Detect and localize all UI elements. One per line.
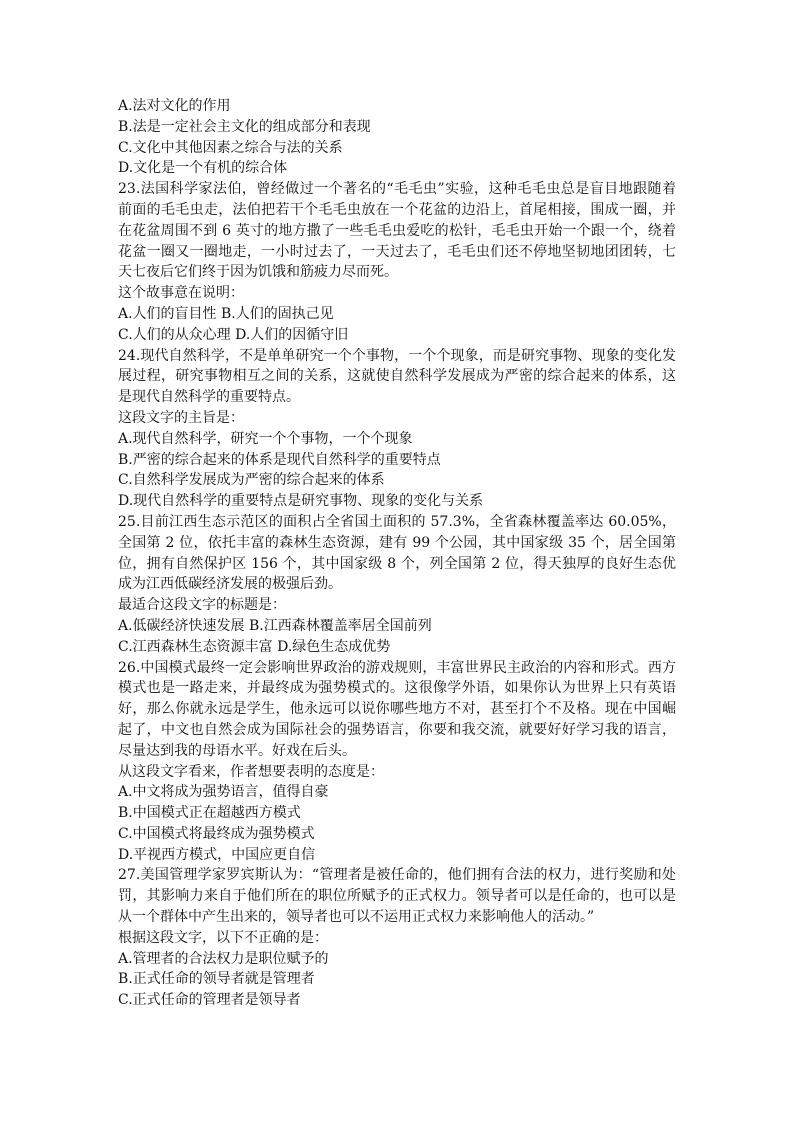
text-line: A.人们的盲目性 B.人们的固执己见 xyxy=(118,305,334,322)
text-line: 天七夜后它们终于因为饥饿和筋疲力尽而死。 xyxy=(118,264,398,281)
text-line: A.现代自然科学，研究一个个事物，一个个现象 xyxy=(118,430,413,447)
question-block-q25 xyxy=(118,512,676,658)
text-line: A.低碳经济快速发展 B.江西森林覆盖率居全国前列 xyxy=(118,617,432,634)
text-line: 从一个群体中产生出来的，领导者也可以不运用正式权力来影响他人的活动。” xyxy=(118,909,595,926)
text-line: 26.中国模式最终一定会影响世界政治的游戏规则，丰富世界民主政治的内容和形式。西方 xyxy=(118,659,676,676)
text-line: C.正式任命的管理者是领导者 xyxy=(118,992,301,1009)
question-block-q26 xyxy=(118,658,676,866)
text-line: 23.法国科学家法伯，曾经做过一个著名的“毛毛虫”实验，这种毛毛虫总是盲目地跟随着 xyxy=(118,181,676,198)
text-line: A.法对文化的作用 xyxy=(118,98,231,114)
text-line: 花盆一圈又一圈地走，一小时过去了，一天过去了，毛毛虫们还不停地坚韧地团团转，七 xyxy=(118,243,676,260)
text-line: C.中国模式将最终成为强势模式 xyxy=(118,825,315,842)
text-line: 这段文字的主旨是： xyxy=(118,409,244,426)
text-line: 24.现代自然科学，不是单单研究一个个事物，一个个现象，而是研究事物、现象的变化发 xyxy=(118,347,676,364)
text-line: 展过程，研究事物相互之间的关系，这就使自然科学发展成为严密的综合起来的体系，这 xyxy=(118,368,676,385)
text-line: C.人们的从众心理 D.人们的因循守旧 xyxy=(118,326,349,343)
question-block-q24 xyxy=(118,346,676,512)
text-line: 成为江西低碳经济发展的极强后劲。 xyxy=(118,576,342,593)
text-line: 根据这段文字，以下不正确的是： xyxy=(118,929,328,946)
question-block-q23 xyxy=(118,179,676,345)
text-line: A.管理者的合法权力是职位赋予的 xyxy=(118,950,329,967)
question-block-q22 xyxy=(118,96,676,179)
text-line: 25.目前江西生态示范区的面积占全省国土面积的 57.3%，全省森林覆盖率达 60.05%， xyxy=(118,513,676,530)
text-line: 在花盆周围不到 6 英寸的地方撒了一些毛毛虫爱吃的松针，毛毛虫开始一个跟一个，绕着 xyxy=(118,222,676,239)
text-line: 好，那么你就永远是学生，他永远可以说你哪些地方不对，甚至打个不及格。现在中国崛 xyxy=(118,701,676,718)
text-line: 从这段文字看来，作者想要表明的态度是： xyxy=(118,763,384,780)
text-line: 27.美国管理学家罗宾斯认为：“管理者是被任命的，他们拥有合法的权力，进行奖励和处 xyxy=(118,867,676,884)
text-line: 前面的毛毛虫走，法伯把若干个毛毛虫放在一个花盆的边沿上，首尾相接，围成一圈，并 xyxy=(118,201,676,218)
text-line: B.法是一定社会主文化的组成部分和表现 xyxy=(118,118,371,135)
text-line: C.自然科学发展成为严密的综合起来的体系 xyxy=(118,472,385,489)
text-line: B.严密的综合起来的体系是现代自然科学的重要特点 xyxy=(118,451,441,468)
text-line: B.中国模式正在超越西方模式 xyxy=(118,805,301,822)
text-line: 罚，其影响力来自于他们所在的职位所赋予的正式权力。领导者可以是任命的，也可以是 xyxy=(118,888,676,905)
text-line: 最适合这段文字的标题是： xyxy=(118,597,286,614)
text-line: C.江西森林生态资源丰富 D.绿色生态成优势 xyxy=(118,638,391,655)
text-line: 尽量达到我的母语水平。好戏在后头。 xyxy=(118,742,356,759)
text-line: C.文化中其他因素之综合与法的关系 xyxy=(118,139,343,156)
question-block-q27 xyxy=(118,865,676,1011)
text-line: D.平视西方模式，中国应更自信 xyxy=(118,846,316,863)
text-line: B.正式任命的领导者就是管理者 xyxy=(118,971,315,988)
text-line: 位，拥有自然保护区 156 个，其中国家级 8 个，列全国第 2 位，得天独厚的良好生态优 xyxy=(118,555,676,572)
text-line: D.文化是一个有机的综合体 xyxy=(118,160,288,177)
text-line: 这个故事意在说明： xyxy=(118,285,244,302)
text-line: 模式也是一路走来，并最终成为强势模式的。这很像学外语，如果你认为世界上只有英语 xyxy=(118,680,676,697)
text-line: D.现代自然科学的重要特点是研究事物、现象的变化与关系 xyxy=(118,493,484,510)
text-line: 起了，中文也自然会成为国际社会的强势语言，你要和我交流，就要好好学习我的语言， xyxy=(118,721,676,738)
text-line: A.中文将成为强势语言，值得自豪 xyxy=(118,784,329,801)
text-line: 全国第 2 位，依托丰富的森林生态资源，建有 99 个公园，其中国家级 35 个，居全国第 xyxy=(118,534,676,551)
text-line: 是现代自然科学的重要特点。 xyxy=(118,389,300,406)
document-body xyxy=(118,96,676,1011)
